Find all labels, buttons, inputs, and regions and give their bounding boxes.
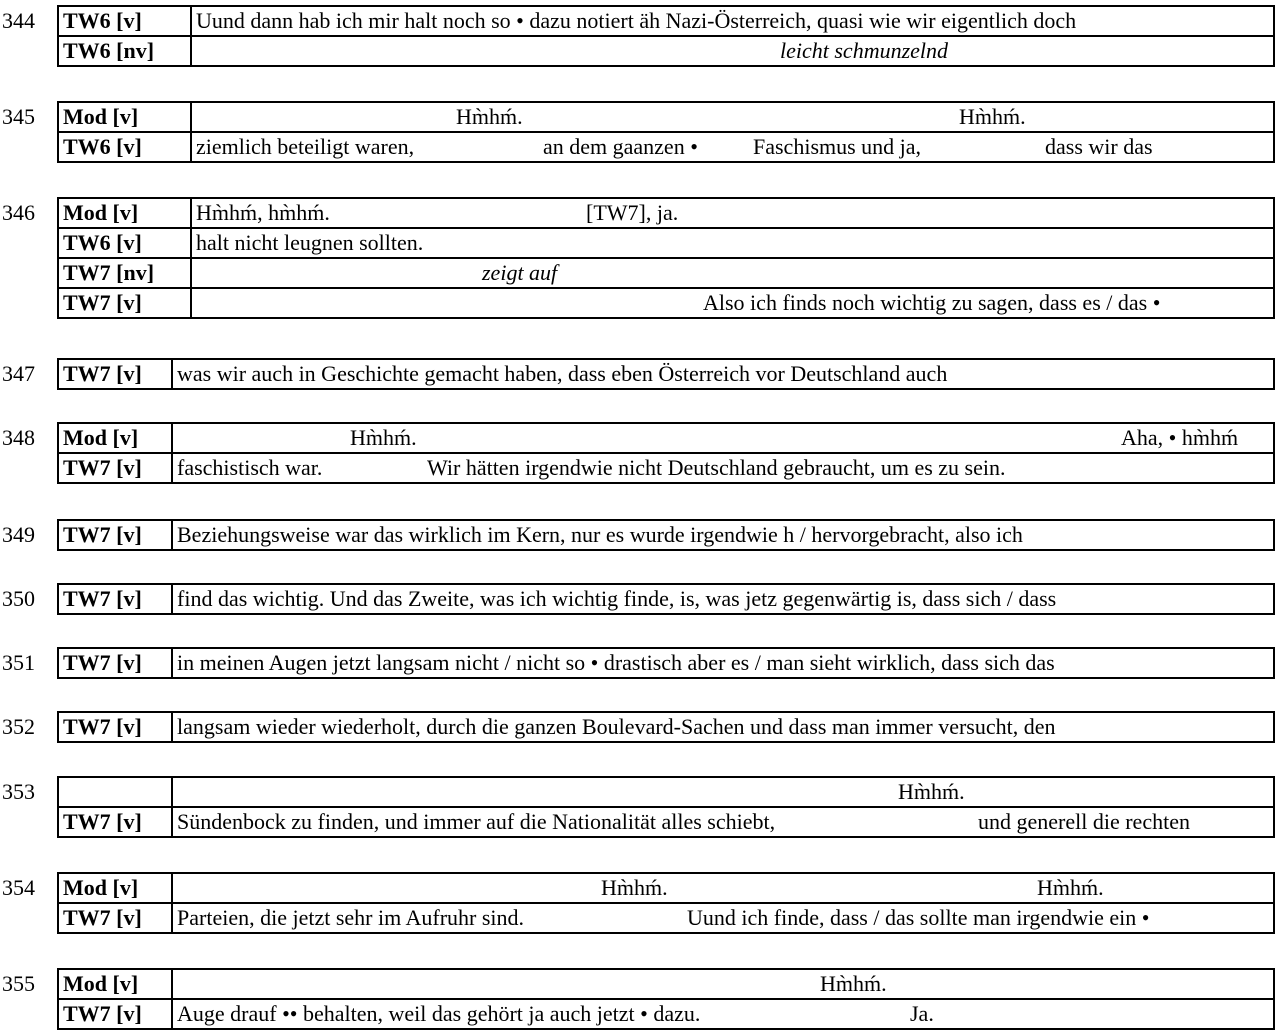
score-table — [57, 872, 1275, 934]
speaker-label: Mod [v] — [58, 198, 191, 228]
score-table — [57, 968, 1275, 1030]
utterance-segment: faschistisch war. — [177, 455, 323, 480]
utterance-segment: Hm̀hḿ. — [959, 104, 1026, 129]
score-table — [57, 711, 1275, 743]
tier-row — [58, 258, 1274, 288]
tier-row — [58, 999, 1274, 1029]
speaker-label: Mod [v] — [58, 102, 191, 132]
speaker-label: TW6 [v] — [58, 228, 191, 258]
line-number: 351 — [2, 650, 35, 675]
utterance-segment: Also ich finds noch wichtig zu sagen, dass es / das • — [703, 290, 1161, 315]
utterance-segment: [TW7], ja. — [586, 200, 679, 225]
speaker-label: TW7 [v] — [58, 288, 191, 318]
nonverbal-segment: zeigt auf — [482, 260, 558, 285]
utterance-cell — [191, 228, 1274, 258]
score-table — [57, 5, 1275, 67]
speaker-label: TW7 [v] — [58, 999, 172, 1029]
utterance-segment: Uund dann hab ich mir halt noch so • dazu notiert äh Nazi-Österreich, quasi wie wir eigentlich doch — [196, 8, 1077, 33]
utterance-segment: Hm̀hḿ. — [820, 971, 887, 996]
nonverbal-cell — [191, 36, 1274, 66]
utterance-cell — [191, 288, 1274, 318]
tier-row — [58, 969, 1274, 999]
speaker-label: Mod [v] — [58, 423, 172, 453]
utterance-segment: Ja. — [910, 1001, 934, 1026]
utterance-segment: Wir hätten irgendwie nicht Deutschland gebraucht, um es zu sein. — [427, 455, 1006, 480]
tier-row — [58, 520, 1274, 550]
utterance-segment: und generell die rechten — [978, 809, 1190, 834]
utterance-segment: Uund ich finde, dass / das sollte man irgendwie ein • — [687, 905, 1150, 930]
speaker-label: TW7 [v] — [58, 807, 172, 837]
tier-row — [58, 228, 1274, 258]
speaker-label: TW6 [v] — [58, 6, 191, 36]
score-table — [57, 197, 1275, 319]
line-number: 354 — [2, 875, 35, 900]
speaker-label: TW7 [nv] — [58, 258, 191, 288]
utterance-segment: langsam wieder wiederholt, durch die ganzen Boulevard-Sachen und dass man immer versucht, den — [177, 714, 1056, 739]
utterance-segment: Hm̀hḿ, hm̀hḿ. — [196, 200, 330, 225]
line-number: 352 — [2, 714, 35, 739]
tier-row — [58, 198, 1274, 228]
score-table — [57, 101, 1275, 163]
utterance-cell — [172, 584, 1274, 614]
utterance-segment: find das wichtig. Und das Zweite, was ich wichtig finde, is, was jetz gegenwärtig is, dass sich / dass — [177, 586, 1057, 611]
speaker-label: TW7 [v] — [58, 903, 172, 933]
utterance-segment: Aha, • hm̀hḿ — [1121, 425, 1239, 450]
utterance-segment: Hm̀hḿ. — [456, 104, 523, 129]
tier-row — [58, 36, 1274, 66]
speaker-label: TW6 [v] — [58, 132, 191, 162]
tier-row — [58, 807, 1274, 837]
line-number: 347 — [2, 361, 35, 386]
utterance-cell — [191, 132, 1274, 162]
utterance-segment: halt nicht leugnen sollten. — [196, 230, 424, 255]
tier-row — [58, 423, 1274, 453]
utterance-cell — [172, 423, 1274, 453]
tier-row — [58, 903, 1274, 933]
speaker-label: TW7 [v] — [58, 359, 172, 389]
score-table — [57, 422, 1275, 484]
tier-row — [58, 453, 1274, 483]
speaker-label: TW7 [v] — [58, 584, 172, 614]
utterance-segment: Parteien, die jetzt sehr im Aufruhr sind. — [177, 905, 525, 930]
speaker-label: TW7 [v] — [58, 453, 172, 483]
utterance-segment: Hm̀hḿ. — [1037, 875, 1104, 900]
tier-row — [58, 288, 1274, 318]
line-number: 349 — [2, 522, 35, 547]
utterance-segment: an dem gaanzen • — [543, 134, 698, 159]
utterance-segment: Hm̀hḿ. — [350, 425, 417, 450]
speaker-label: TW7 [v] — [58, 648, 172, 678]
utterance-segment: Sündenbock zu finden, und immer auf die Nationalität alles schiebt, — [177, 809, 776, 834]
score-table — [57, 519, 1275, 551]
speaker-label: TW6 [nv] — [58, 36, 191, 66]
utterance-cell — [172, 873, 1274, 903]
score-table — [57, 776, 1275, 838]
speaker-label: Mod [v] — [58, 873, 172, 903]
utterance-segment: in meinen Augen jetzt langsam nicht / nicht so • drastisch aber es / man sieht wirklich, dass sich das — [177, 650, 1055, 675]
line-number: 344 — [2, 8, 35, 33]
speaker-label: TW7 [v] — [58, 712, 172, 742]
utterance-cell — [172, 777, 1274, 807]
line-number: 350 — [2, 586, 35, 611]
utterance-cell — [172, 712, 1274, 742]
line-number: 355 — [2, 971, 35, 996]
speaker-label: Mod [v] — [58, 969, 172, 999]
tier-row — [58, 777, 1274, 807]
nonverbal-cell — [191, 258, 1274, 288]
line-number: 346 — [2, 200, 35, 225]
utterance-segment: Hm̀hḿ. — [601, 875, 668, 900]
tier-row — [58, 873, 1274, 903]
line-number: 345 — [2, 104, 35, 129]
tier-row — [58, 648, 1274, 678]
utterance-segment: dass wir das — [1045, 134, 1153, 159]
utterance-segment: Faschismus und ja, — [753, 134, 922, 159]
utterance-cell — [191, 102, 1274, 132]
utterance-cell — [172, 903, 1274, 933]
utterance-cell — [172, 999, 1274, 1029]
utterance-cell — [172, 969, 1274, 999]
utterance-cell — [191, 198, 1274, 228]
score-table — [57, 358, 1275, 390]
speaker-label — [58, 777, 172, 807]
utterance-cell — [172, 807, 1274, 837]
line-number: 353 — [2, 779, 35, 804]
utterance-cell — [172, 359, 1274, 389]
score-table — [57, 583, 1275, 615]
utterance-cell — [172, 453, 1274, 483]
score-table — [57, 647, 1275, 679]
line-number: 348 — [2, 425, 35, 450]
tier-row — [58, 584, 1274, 614]
utterance-cell — [191, 6, 1274, 36]
utterance-segment: ziemlich beteiligt waren, — [196, 134, 415, 159]
tier-row — [58, 359, 1274, 389]
tier-row — [58, 102, 1274, 132]
utterance-segment: was wir auch in Geschichte gemacht haben, dass eben Österreich vor Deutschland auch — [177, 361, 948, 386]
tier-row — [58, 6, 1274, 36]
utterance-segment: Hm̀hḿ. — [898, 779, 965, 804]
nonverbal-segment: leicht schmunzelnd — [780, 38, 949, 63]
utterance-segment: Auge drauf •• behalten, weil das gehört ja auch jetzt • dazu. — [177, 1001, 701, 1026]
tier-row — [58, 132, 1274, 162]
speaker-label: TW7 [v] — [58, 520, 172, 550]
utterance-cell — [172, 648, 1274, 678]
utterance-segment: Beziehungsweise war das wirklich im Kern, nur es wurde irgendwie h / hervorgebracht, also ich — [177, 522, 1023, 547]
tier-row — [58, 712, 1274, 742]
utterance-cell — [172, 520, 1274, 550]
